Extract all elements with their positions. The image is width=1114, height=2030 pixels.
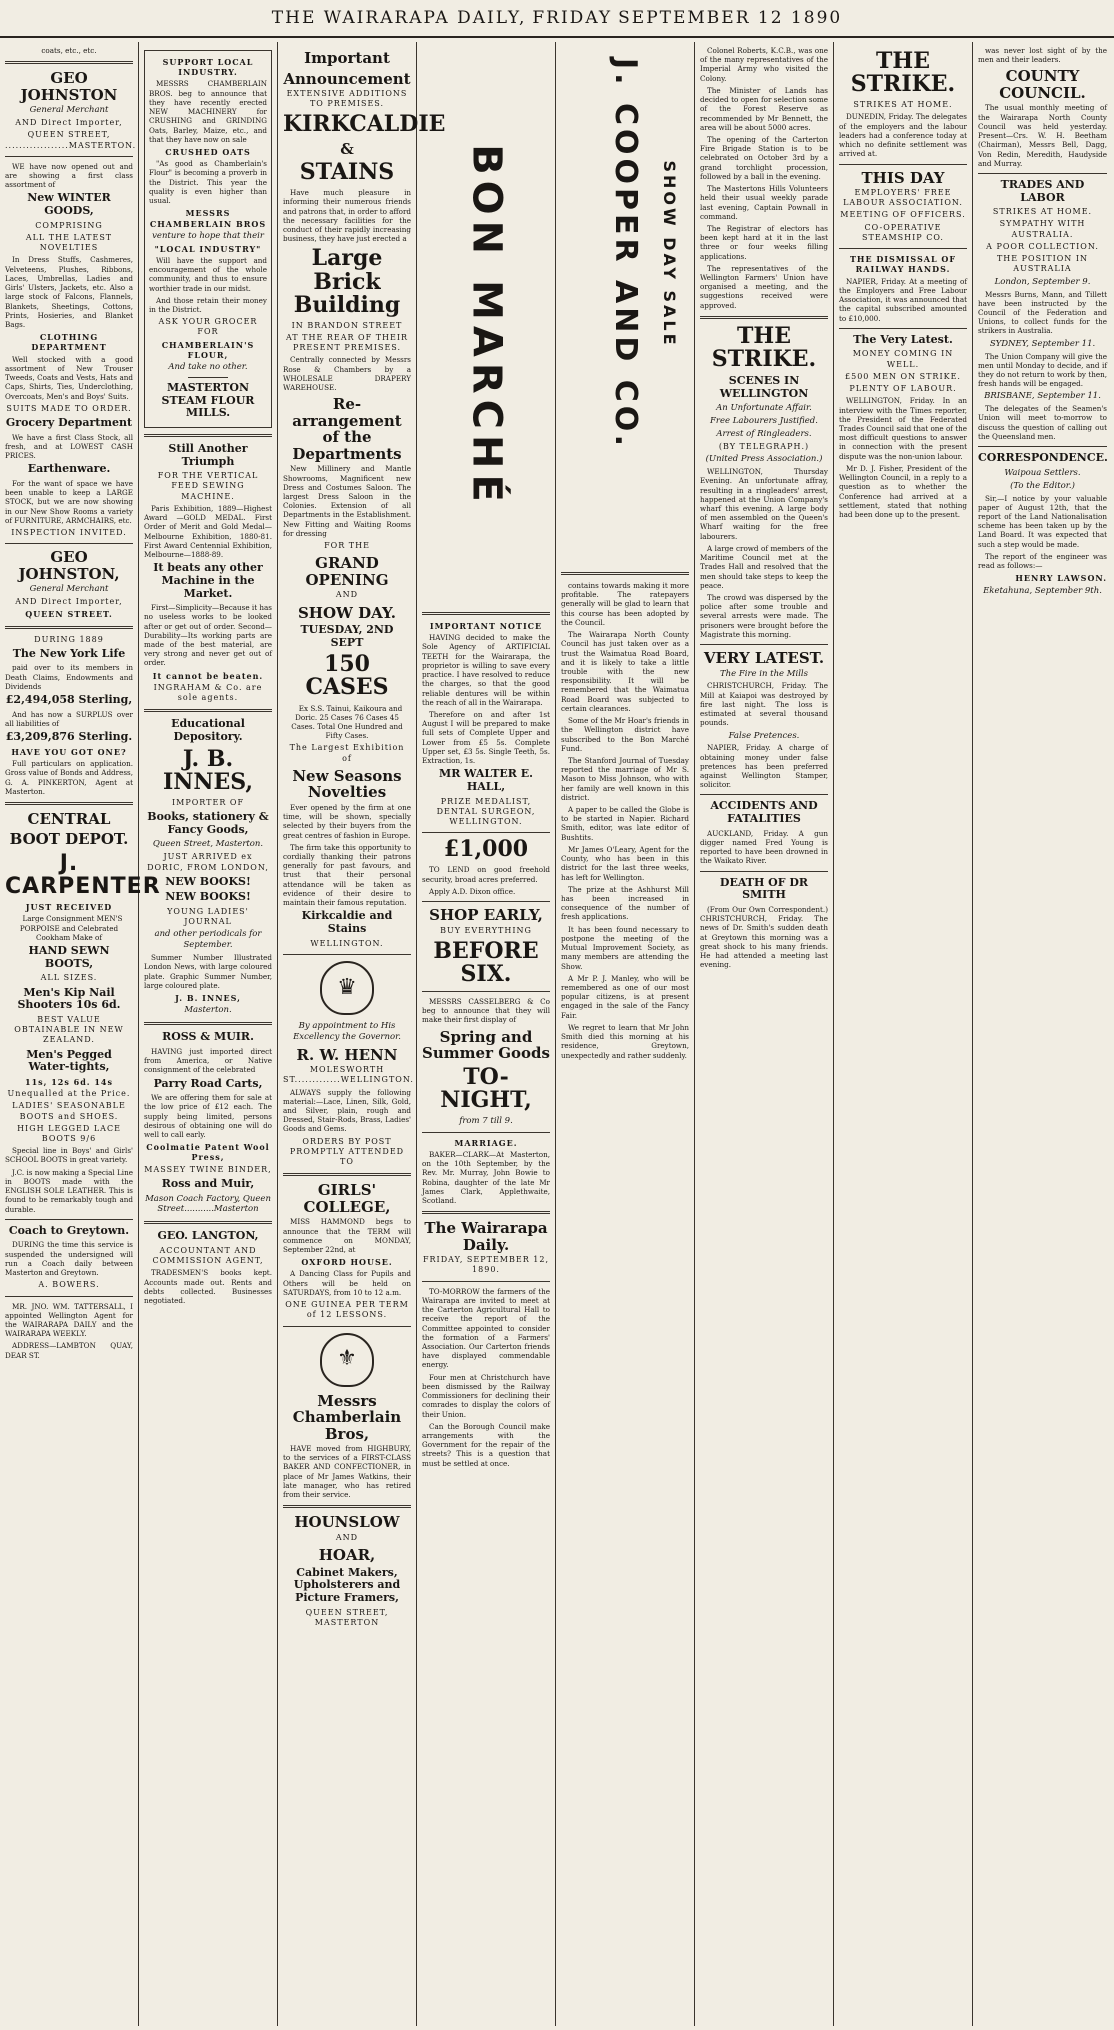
kirk-signature: Kirkcaldie and Stains	[301, 909, 393, 935]
new-books-1: NEW BOOKS!	[165, 874, 251, 888]
chamberlain-baker-text: HAVE moved from HIGHBURY, to the services of a FIRST-CLASS BAKER AND CONFECTIONER, in place of Mr James Watkins, their late manager, who has retired from their service.	[283, 1444, 411, 1500]
leather-text: J.C. is now making a Special Line in BOOTS made with the ENGLISH SOLE LEATHER. This is found to be remarkably tough and durable.	[5, 1167, 133, 1214]
henn-heading: R. W. HENN	[296, 1045, 398, 1064]
column-2	[139, 42, 278, 2026]
men-on-strike: £500 MEN ON STRIKE.	[845, 371, 961, 381]
paragraph-d: It has been found necessary to postpone the meeting of the Mutual Improvement Society, as many members are attending the Show.	[561, 924, 689, 971]
divider	[144, 1221, 272, 1224]
divider	[978, 173, 1107, 174]
innes-town: Masterton.	[184, 1005, 232, 1016]
rearrangement-heading: Re-arrangement of the Departments	[292, 395, 402, 463]
pegged-heading: Men's Pegged Water-tights,	[26, 1047, 112, 1074]
twine-binder: MASSEY TWINE BINDER,	[144, 1164, 272, 1174]
strike-heading: THE STRIKE.	[711, 322, 817, 372]
paragraph-a: A paper to be called the Globe is to be started in Napier. Richard Smith, editor, was late editor of Bushtits.	[561, 805, 689, 842]
masterton-steam-mills: MASTERTON STEAM FLOUR MILLS.	[161, 381, 255, 420]
false-text: NAPIER, Friday. A charge of obtaining money under false pretences has been preferred against Wellington Stamper, solicitor.	[700, 743, 828, 790]
tuesday-date: TUESDAY, 2ND SEPT	[300, 623, 394, 649]
tattersall-address: ADDRESS—LAMBTON QUAY, DEAR ST.	[5, 1341, 133, 1360]
venture-text: venture to hope that their	[152, 230, 264, 241]
important-heading: Important	[304, 49, 390, 67]
johnston-merchant: General Merchant	[29, 105, 109, 116]
ross-address: Mason Coach Factory, Queen Street...........Masterton	[145, 1193, 271, 1215]
meeting-officers: MEETING OF OFFICERS.	[840, 210, 966, 220]
divider	[839, 164, 967, 165]
in-brandon-street: IN BRANDON STREET	[291, 320, 403, 330]
have-you-got-one: HAVE YOU GOT ONE?	[11, 746, 127, 757]
johnston-heading: GEO JOHNSTON	[20, 69, 118, 104]
cooperative-steamship: CO-OPERATIVE STEAMSHIP CO.	[862, 222, 944, 242]
innes-street: Queen Street, Masterton.	[152, 839, 264, 850]
fire-text: CHRISTCHURCH, Friday. The Mill at Kaiapoi was destroyed by fire last night. The loss is estimated at several thousand pounds.	[700, 681, 828, 728]
strike-text-dunedin: DUNEDIN, Friday. The delegates of the employers and the labour leaders had a conference today at which no definite settlement was arrived at.	[839, 112, 967, 159]
carpenter-heading: J. CARPENTER	[5, 850, 161, 900]
council-text-3: Some of the Mr Hoar's friends in the Wellington district have subscribed to the Bon Marché Fund.	[561, 716, 689, 753]
sydney-dateline: SYDNEY, September 11.	[989, 338, 1096, 349]
divider	[5, 61, 133, 64]
central-heading: CENTRAL	[27, 809, 111, 828]
clothing-heading: CLOTHING DEPARTMENT	[31, 332, 107, 353]
show-day-sale-vertical: SHOW DAY SALE	[660, 160, 680, 348]
ask-grocer: ASK YOUR GROCER FOR	[158, 317, 258, 337]
crushed-oats: CRUSHED OATS	[165, 147, 251, 157]
just-received: JUST RECEIVED	[25, 902, 113, 913]
this-day: THIS DAY	[861, 168, 945, 187]
announcement-heading: Announcement	[283, 69, 411, 88]
council-text-4: The Stanford Journal of Tuesday reported the marriage of Mr S. Mason to Miss Johnson, who with her family are well known in this district.	[561, 755, 689, 802]
county-text: The usual monthly meeting of the Wairarapa North County Council was held yesterday. Present—Crs. W. H. Beetham (Chairman), Messrs Bell, Dagg, Von Redin, Meredith, Haudyside and Murray.	[978, 103, 1107, 168]
cooper-vertical: J. COOPER AND CO.	[608, 58, 644, 450]
strike-text: WELLINGTON, Thursday Evening. An unfortunate affray, resulting in a ringleaders' arrest, happened at the Union Company's wharf this evening. A large body of men assembled on the Queen's Wharf waiting for the free labourers.	[700, 467, 828, 541]
marriage-text: BAKER—CLARK—At Masterton, on the 10th September, by the Rev. Mr. Murray, John Bowie to Robina, daughter of the late Mr James Clark, Applethwaite, Scotland.	[422, 1149, 550, 1205]
col1-top-text: coats, etc., etc.	[41, 46, 97, 55]
kirk-wellington: WELLINGTON.	[310, 938, 384, 948]
divider	[700, 316, 828, 319]
parry-road-carts: Parry Road Carts,	[153, 1076, 263, 1090]
apply-text: Apply A.D. Dixon office.	[429, 886, 516, 896]
masthead	[0, 0, 1114, 38]
largest-exhibition: The Largest Exhibition of	[289, 743, 405, 763]
cases-text: Ex S.S. Tainui, Kaikoura and Doric. 25 Cases 76 Cases 45 Cases. Total One Hundred and Fifty Cases.	[291, 703, 403, 741]
clothing-text: Well stocked with a good assortment of New Trouser Tweeds, Coats and Vests, Hats and Caps, Shirts, Ties, Underclothing, Overcoats, Men's and Boys' Suits.	[5, 354, 133, 401]
all-sizes: ALL SIZES.	[40, 973, 98, 983]
buy-everything: BUY EVERYTHING	[440, 925, 532, 935]
young-ladies-journal: YOUNG LADIES' JOURNAL	[167, 907, 249, 927]
plenty-labour: PLENTY OF LABOUR.	[849, 384, 957, 394]
accident-text: AUCKLAND, Friday. A gun digger named Fred Young is reported to have been drowned in the Waikato River.	[700, 828, 828, 866]
johnston-intro: WE have now opened out and are showing a first class assortment of	[5, 161, 133, 190]
ampersand: &	[340, 139, 354, 158]
kip-shooters: Men's Kip Nail Shooters 10s 6d.	[17, 985, 121, 1012]
letter-text-2: The report of the engineer was read as follows:—	[978, 551, 1107, 571]
sympathy-australia: SYMPATHY WITH AUSTRALIA.	[999, 219, 1086, 239]
kirk-text: Have much pleasure in informing their numerous friends and patrons that, in order to afford the necessary facilities for the conduct of their rapidly increasing business, they have just erected a	[283, 188, 412, 244]
county-council: COUNTY COUNCIL.	[999, 67, 1086, 102]
new-york-life-heading: The New York Life	[12, 646, 126, 660]
periodicals: and other periodicals for September.	[154, 929, 262, 951]
life-agent: Full particulars on application. Gross value of Bonds and Address, G. A. PINKERTON, Agent at Masterton.	[5, 759, 133, 796]
society-text-5: The Registrar of electors has been kept hard at it in the last three or four weeks filling applications.	[700, 223, 828, 261]
divider	[5, 543, 133, 544]
for-the: FOR THE	[324, 541, 370, 551]
support-heading: SUPPORT LOCAL INDUSTRY.	[162, 57, 254, 78]
divider	[700, 644, 828, 645]
johnston-address-2: QUEEN STREET.	[25, 609, 113, 620]
divider	[978, 446, 1107, 447]
divider	[5, 1296, 133, 1297]
column-7	[834, 42, 973, 2026]
henn-text: ALWAYS supply the following material:—Lace, Linen, Silk, Gold, and Silver, plain, rough and Dressed, Stair-Rods, Brass, Ladies' Goods and Gems.	[283, 1087, 411, 1134]
mr-greg-2: We regret to learn that Mr John Smith died this morning at his residence, Greytown, unexpectedly and rather suddenly.	[561, 1022, 689, 1060]
chamberlain-quote: "As good as Chamberlain's Flour" is becoming a proverb in the District. This year the quality is even higher than usual.	[149, 159, 267, 206]
new-books-2: NEW BOOKS!	[165, 890, 251, 904]
books-stationery: Books, stationery & Fancy Goods,	[147, 810, 269, 836]
divider	[422, 1211, 550, 1214]
very-latest-2: The Very Latest.	[853, 332, 953, 346]
strikes-at-home: STRIKES AT HOME.	[853, 100, 953, 110]
grocery-heading: Grocery Department	[5, 415, 133, 429]
girls-college: GIRLS' COLLEGE,	[303, 1181, 391, 1216]
sydney-text: The Union Company will give the men until Monday to decide, and if they do not return to work by then, fresh hands will be engaged.	[978, 351, 1107, 389]
life-text-2: And has now a SURPLUS over all liabilities of	[5, 709, 133, 728]
hammond-text: MISS HAMMOND begs to announce that the TERM will commence on MONDAY, September 22nd, at	[283, 1217, 411, 1254]
strike-text-2: A large crowd of members of the Maritime Council met at the Trades Hall and resolved that the men should take steps to keep the peace.	[700, 543, 828, 590]
hounslow-heading: HOUNSLOW	[294, 1513, 400, 1532]
casselberg-text: MESSRS CASSELBERG & Co beg to announce that they will make their first display of	[422, 996, 550, 1025]
johnston-address: QUEEN STREET, ..................MASTERTON.	[5, 130, 137, 150]
chamberlain-text: MESSRS CHAMBERLAIN BROS. beg to announce that they have recently erected NEW MACHINERY for CRUSHING and GRINDING Oats, Barley, Maize, etc., and that they have now on sale	[149, 79, 267, 144]
still-another-triumph: Still Another Triumph	[168, 441, 248, 468]
season-text: Ever opened by the firm at one time, will be shown, specially selected by their buyers from the great centres of fashion in Europe.	[283, 802, 411, 840]
paragraph-b: Mr James O'Leary, Agent for the County, who has been in this district for the last three weeks, has left for Wellington.	[561, 844, 689, 882]
innes-signature: J. B. INNES,	[175, 993, 241, 1004]
editorial-2: Four men at Christchurch have been dismissed by the Railway Commissioners for declining their comrades to display the colors of their Union.	[422, 1372, 550, 1419]
very-latest: VERY LATEST.	[703, 649, 825, 668]
beats-any-machine: It beats any other Machine in the Market.	[153, 561, 263, 600]
tonight-heading: TO-NIGHT,	[440, 1063, 532, 1113]
orders-by-post: ORDERS BY POST PROMPTLY ATTENDED TO	[289, 1136, 405, 1167]
rear-premises: AT THE REAR OF THEIR PRESENT PREMISES.	[285, 332, 409, 353]
spring-summer-goods: Spring and Summer Goods	[422, 1027, 550, 1063]
divider	[188, 377, 228, 378]
marriage-heading: MARRIAGE.	[454, 1137, 518, 1148]
cooper-ad	[561, 46, 689, 566]
messrs-chamberlain: Messrs Chamberlain Bros,	[292, 1391, 402, 1443]
appointment-text: By appointment to His Excellency the Governor.	[293, 1020, 401, 1042]
accidents-heading: ACCIDENTS AND FATALITIES	[710, 799, 818, 826]
bowers-signature: A. BOWERS.	[38, 1280, 100, 1290]
oxford-house: OXFORD HOUSE.	[301, 1257, 393, 1268]
grand-opening: GRAND OPENING	[305, 554, 389, 589]
johnston-merchant-2: General Merchant	[29, 584, 109, 595]
dismissal-text: NAPIER, Friday. At a meeting of the Employers and Free Labour Association, it was announced that the capital subscribed amounted to £10,000.	[839, 276, 967, 323]
strike-text-3: The crowd was dispersed by the police after some trouble and several arrests were made. The prisoners were brought before the Magistrate this morning.	[700, 592, 828, 639]
life-during-year: DURING 1889	[34, 634, 104, 644]
column-5	[556, 42, 695, 2026]
grocery-text: We have a first Class Stock, all fresh, and at LOWEST CASH PRICES.	[5, 432, 133, 461]
henn-address: MOLESWORTH ST.............WELLINGTON.	[283, 1065, 414, 1085]
building-text: Centrally connected by Messrs Rose & Chambers by a WHOLESALE DRAPERY WAREHOUSE.	[283, 355, 411, 393]
column-4	[417, 42, 556, 2026]
vertical-feed: FOR THE VERTICAL FEED SEWING MACHINE.	[157, 471, 259, 501]
messrs-brothers: MESSRS CHAMBERLAIN BROS	[149, 208, 267, 229]
chamberlain-flour: CHAMBERLAIN'S FLOUR,	[161, 339, 255, 360]
mr-greg: A Mr P. J. Manley, who will be remembered as one of our most popular citizens, is at present engaged in the sale of the Fancy Fair.	[561, 973, 689, 1020]
trades-labor: TRADES AND LABOR	[1000, 177, 1085, 204]
life-text: paid over to its members in Death Claims, Endowments and Dividends	[5, 663, 133, 691]
divider	[283, 954, 411, 955]
fisher-text: Mr D. J. Fisher, President of the Wellington Council, in a reply to a question as to whether the Conference had arrived at a settlement, stated that nothing had been done up to the present.	[839, 463, 967, 519]
ross-muir-heading: ROSS & MUIR.	[162, 1030, 254, 1044]
cases-heading: 150 CASES	[305, 651, 389, 701]
local-industry-ad	[144, 50, 272, 428]
employers-association: EMPLOYERS' FREE LABOUR ASSOCIATION.	[843, 188, 963, 208]
suits-made: SUITS MADE TO ORDER.	[6, 403, 132, 413]
educational-depository: Educational Depository.	[171, 717, 245, 744]
johnston-importer: AND Direct Importer,	[15, 118, 123, 128]
newspaper-columns	[0, 42, 1114, 2026]
divider	[144, 434, 272, 437]
dancing-text: A Dancing Class for Pupils and Others will be held on SATURDAYS, from 10 to 12 a.m.	[283, 1269, 411, 1297]
before-six: BEFORE SIX.	[433, 937, 539, 987]
langton-text: TRADESMEN'S books kept. Accounts made out. Rents and debts collected. Businesses negotiated.	[144, 1268, 272, 1306]
divider	[561, 572, 689, 575]
column-6	[695, 42, 834, 2026]
bon-marche-vertical: BON MARCHÉ	[463, 144, 510, 508]
false-pretences: False Pretences.	[728, 730, 800, 741]
ingraham-agents: INGRAHAM & Co. are sole agents.	[153, 682, 263, 703]
divider	[422, 612, 550, 615]
patent-wool-press: Coolmatie Patent Wool Press,	[146, 1142, 270, 1163]
by-telegraph: (BY TELEGRAPH.)	[718, 442, 810, 451]
sterling-figure-1: £2,494,058 Sterling,	[5, 693, 133, 707]
divider	[5, 1219, 133, 1220]
bon-marche-ad	[422, 46, 550, 606]
column-8	[973, 42, 1112, 2026]
divider	[283, 1173, 411, 1176]
boot-depot-heading: BOOT DEPOT.	[9, 830, 129, 849]
one-guinea: ONE GUINEA PER TERM of 12 LESSONS.	[285, 1300, 409, 1320]
local-text: Will have the support and encouragement of the whole community, and thus to ensure worthier trade in our midst.	[149, 255, 267, 293]
unequalled: Unequalled at the Price.	[7, 1089, 131, 1099]
dismissal-heading: THE DISMISSAL OF RAILWAY HANDS.	[849, 254, 957, 275]
united-press: (United Press Association.)	[705, 454, 823, 465]
cabinet-makers: Cabinet Makers, Upholsterers and Picture Framers,	[293, 1565, 401, 1604]
strikes-home-2: STRIKES AT HOME.	[992, 207, 1093, 217]
important-notice: IMPORTANT NOTICE	[429, 621, 543, 631]
society-text-2: The Minister of Lands has decided to open for selection some of the Forest Reserve as recommended by Mr Bennett, the area will be about 5000 acres.	[700, 85, 828, 132]
divider	[700, 871, 828, 872]
shop-early: SHOP EARLY,	[429, 906, 543, 925]
royal-crest-icon: ♛	[320, 961, 374, 1015]
cannot-beat: It cannot be beaten.	[152, 670, 264, 681]
pegged-price: 11s, 12s 6d. 14s	[25, 1076, 113, 1087]
hounslow-address: QUEEN STREET, MASTERTON	[305, 1607, 389, 1627]
letter-signature: HENRY LAWSON.	[1015, 573, 1107, 584]
brisbane-dateline: BRISBANE, September 11.	[984, 391, 1101, 402]
season-text-2: The firm take this opportunity to cordially thanking their patrons generally for past favours, and trust that their personal attendance will be taken as evidence of their desire to maintain their famous reputation.	[283, 842, 411, 908]
hand-sewn-heading: HAND SEWN BOOTS,	[28, 944, 110, 970]
parry-text: We are offering them for sale at the low price of £12 each. The supply being limited, persons desirous of obtaining one will do well to call early.	[144, 1093, 272, 1140]
brisbane-text: The delegates of the Seamen's Union will meet to-morrow to discuss the question of calling out the Queensland men.	[978, 404, 1107, 441]
poor-collection: A POOR COLLECTION.	[986, 241, 1099, 251]
kirkcaldie-heading: KIRKCALDIE	[283, 111, 446, 138]
langton-role: ACCOUNTANT AND COMMISSION AGENT,	[152, 1245, 264, 1266]
johnston-heading-2: GEO JOHNSTON,	[18, 548, 120, 583]
local-industry: "LOCAL INDUSTRY"	[154, 243, 262, 254]
divider	[839, 328, 967, 329]
hall-role: PRIZE MEDALIST, DENTAL SURGEON, WELLINGTON.	[436, 796, 536, 827]
divider	[144, 709, 272, 712]
large-brick-building: Large Brick Building	[293, 245, 401, 318]
death-text: (From Our Own Correspondent.) CHRISTCHURCH, Friday. The news of Dr. Smith's sudden death at Greytown this morning was a great shock to his many friends. He had attended a meeting last evening.	[700, 904, 828, 970]
goods-text: In Dress Stuffs, Cashmeres, Velveteens, Plushes, Ribbons, Laces, Umbrellas, Ladies and Girls' Ulsters, Jackets, etc. Also a large stock of Falcons, Flannels, Blankets, Sheetings, Cottons, Prints, Hosieries, and Blanket Bags.	[5, 255, 133, 329]
consignment-text: Large Consignment MEN'S PORPOISE and Celebrated Cookham Make of	[19, 914, 123, 942]
ask-for: And those retain their money in the District.	[149, 295, 267, 314]
just-arrived: JUST ARRIVED ex DORIC, FROM LONDON,	[147, 852, 269, 872]
money-coming: MONEY COMING IN WELL.	[852, 349, 954, 369]
to-editor: (To the Editor.)	[1010, 480, 1075, 491]
sewing-text: First—Simplicity—Because it has no useless works to be looked after or get out of order. Second—Durability—Its working parts are made of the best material, are very strong and never get out of order.	[144, 603, 272, 668]
and-label-2: AND	[335, 1532, 359, 1542]
divider	[5, 802, 133, 805]
sterling-figure-2: £3,209,876 Sterling.	[5, 730, 133, 744]
notice-text-2: Therefore on and after 1st August I will be prepared to make full sets of Complete Upper and Lower from £5 5s. Complete Upper set, £3 5s. Single Teeth, 5s. Extraction, 1s.	[422, 709, 550, 766]
society-text-6: The representatives of the Wellington Farmers' Union have organised a meeting, and the suggestions received were approved.	[700, 263, 828, 310]
langton-heading: GEO. LANGTON,	[157, 1229, 259, 1243]
divider	[144, 1022, 272, 1025]
divider	[5, 626, 133, 629]
arrest-ringleaders: Arrest of Ringleaders.	[716, 429, 812, 440]
plenty-text: WELLINGTON, Friday. In an interview with the Times reporter, the President of the Federated Trades Council said that one of the most difficult questions to answer in connection with the present dispute was the non-union labour.	[839, 396, 968, 461]
stains-heading: STAINS	[299, 159, 395, 186]
latest-novelties: ALL THE LATEST NOVELTIES	[25, 232, 113, 253]
ladies-boots: LADIES' SEASONABLE BOOTS and SHOES.	[12, 1101, 126, 1121]
winter-goods-heading: New WINTER GOODS,	[27, 191, 111, 218]
council-text: contains towards making it more profitable. The ratepayers generally will be glad to learn that this course has been adopted by the Council.	[561, 581, 689, 627]
show-day: SHOW DAY.	[297, 603, 397, 622]
best-value: BEST VALUE OBTAINABLE IN NEW ZEALAND.	[14, 1014, 124, 1045]
masthead-day: FRIDAY	[532, 8, 613, 28]
divider	[422, 1132, 550, 1133]
london-dateline: London, September 9.	[994, 276, 1091, 287]
comprising-label: COMPRISING	[35, 220, 103, 230]
hoar-heading: HOAR,	[318, 1546, 376, 1565]
divider	[700, 794, 828, 795]
innes-text: Summer Number Illustrated London News, with large coloured plate. Graphic Summer Number, large coloured plate.	[144, 953, 272, 990]
unfortunate-affair: An Unfortunate Affair.	[716, 403, 812, 414]
masthead-date: SEPTEMBER 12 1890	[618, 8, 843, 28]
newspaper-title: THE WAIRARAPA DAILY,	[271, 8, 527, 28]
council-text-2: The Wairarapa North County Council has just taken over as a trust the Waimatua Road Board, and it is likely to take a little trouble with the new responsibility. It will be remembered that the Waimatua Road Board was subjected to certain clearances.	[561, 630, 689, 713]
innes-heading: J. B. INNES,	[162, 745, 254, 795]
ross-text: HAVING just imported direct from America, or Native consignment of the celebrated	[144, 1046, 272, 1075]
divider	[422, 832, 550, 833]
free-labour: Free Labourers Justified.	[710, 416, 818, 427]
divider	[422, 901, 550, 902]
paragraph-c: The prize at the Ashhurst Mill has been increased in consequence of the number of fresh applications.	[561, 884, 689, 922]
death-heading: DEATH OF DR SMITH	[719, 875, 809, 902]
society-text-4: The Mastertons Hills Volunteers held their usual weekly parade last evening, Captain Pownall in command.	[700, 184, 828, 221]
high-legged: HIGH LEGGED LACE BOOTS 9/6	[17, 1123, 121, 1143]
letter-place: Eketahuna, September 9th.	[983, 585, 1102, 596]
earthenware-text: For the want of space we have been unable to keep a LARGE STOCK, but we are now showing in our New Show Rooms a variety of FURNITURE, ARMCHAIRS, etc.	[5, 478, 133, 525]
divider	[283, 1505, 411, 1508]
coach-heading: Coach to Greytown.	[8, 1223, 130, 1237]
coach-text: DURING the time this service is suspended the undersigned will run a Coach daily between Masterton and Greytown.	[5, 1240, 133, 1278]
from-time: from 7 till 9.	[459, 1115, 513, 1126]
divider	[839, 248, 967, 249]
fire-mills: The Fire in the Mills	[719, 668, 809, 679]
waipoua-settlers: Waipoua Settlers.	[1004, 467, 1081, 478]
intro-text-col8: was never lost sight of by the men and their leaders.	[978, 46, 1107, 65]
paper-date: FRIDAY, SEPTEMBER 12, 1890.	[422, 1255, 549, 1275]
extensive-additions: EXTENSIVE ADDITIONS TO PREMISES.	[286, 89, 408, 109]
hall-heading: MR WALTER E. HALL,	[439, 767, 533, 793]
divider	[283, 1326, 411, 1327]
ross-muir-signature: Ross and Muir,	[161, 1176, 255, 1190]
tattersall-text: MR. JNO. WM. TATTERSALL, I appointed Wellington Agent for the WAIRARAPA DAILY and the WAIRARAPA WEEKLY.	[5, 1301, 133, 1339]
take-no-other: And take no other.	[168, 362, 248, 373]
new-seasons-novelties: New Seasons Novelties	[292, 766, 402, 802]
importer-label: IMPORTER OF	[171, 797, 245, 807]
column-3	[278, 42, 446, 2026]
earthenware-heading: Earthenware.	[27, 462, 111, 476]
society-text: Colonel Roberts, K.C.B., was one of the many representatives of the Imperial Army who visited the Colony.	[700, 46, 828, 83]
london-text: Messrs Burns, Mann, and Tillett have been instructed by the Council of the Federation and Unions, to collect funds for the strikers in Australia.	[978, 289, 1107, 336]
coat-of-arms-icon: ⚜	[320, 1333, 374, 1387]
thousand-pounds: £1,000	[443, 836, 529, 863]
school-boots: Special line in Boys' and Girls' SCHOOL BOOTS in great variety.	[5, 1146, 133, 1165]
correspondence: CORRESPONDENCE.	[978, 451, 1108, 465]
divider	[5, 156, 133, 157]
johnston-importer-2: AND Direct Importer,	[15, 597, 123, 607]
paper-title: The Wairarapa Daily.	[424, 1219, 548, 1254]
divider	[422, 991, 550, 992]
column-1	[0, 42, 161, 2026]
exhibition-text: Paris Exhibition, 1889—Highest Award —GOLD MEDAL. First Order of Merit and Gold Medal—Melbourne Exhibition, 1880-81. First Award Centennial Exhibition, Melbourne—1888-89.	[144, 503, 272, 560]
letter-text: Sir,—I notice by your valuable paper of August 12th, that the report of the Land Nationalisation scheme has been taken up by the Land Board. It was expected that such a step would be made.	[978, 493, 1107, 549]
inspection-invited: INSPECTION INVITED.	[11, 528, 127, 538]
position-australia: THE POSITION IN AUSTRALIA	[996, 254, 1089, 274]
strike-heading-2: THE STRIKE.	[850, 48, 956, 98]
editorial-1: TO-MORROW the farmers of the Wairarapa are invited to meet at the Carterton Agricultural Hall to receive the report of the Committee appointed to consider the formation of a Farmers' Association. Our Carterton friends have displayed commendable energy.	[422, 1286, 550, 1370]
notice-text: HAVING decided to make the Sole Agency of ARTIFICIAL TEETH for the Wairarapa, the proprietor is willing to save every practice. I have resolved to reduce the charges, so that the good reliable dentures will be within the reach of all in the Wairarapa.	[422, 633, 550, 707]
scenes-wellington: SCENES IN WELLINGTON	[719, 374, 809, 400]
divider	[422, 1281, 550, 1282]
editorial-3: Can the Borough Council make arrangements with the Government for the repair of the streets? This is a question that must be settled at once.	[422, 1421, 550, 1468]
lend-text: TO LEND on good freehold security, broad acres preferred.	[422, 865, 550, 884]
and-label: AND	[335, 590, 359, 600]
society-text-3: The opening of the Carterton Fire Brigade Station is to be celebrated on October 3rd by a grand torchlight procession, followed by a ball in the evening.	[700, 134, 828, 181]
millinery-text: New Millinery and Mantle Showrooms, Magnificent new Dress and Costumes Saloon. The largest Dress Saloon in the Colonies. Extension of all Departments in the Establishment. New Fitting and Waiting Rooms for dressing	[283, 464, 411, 538]
